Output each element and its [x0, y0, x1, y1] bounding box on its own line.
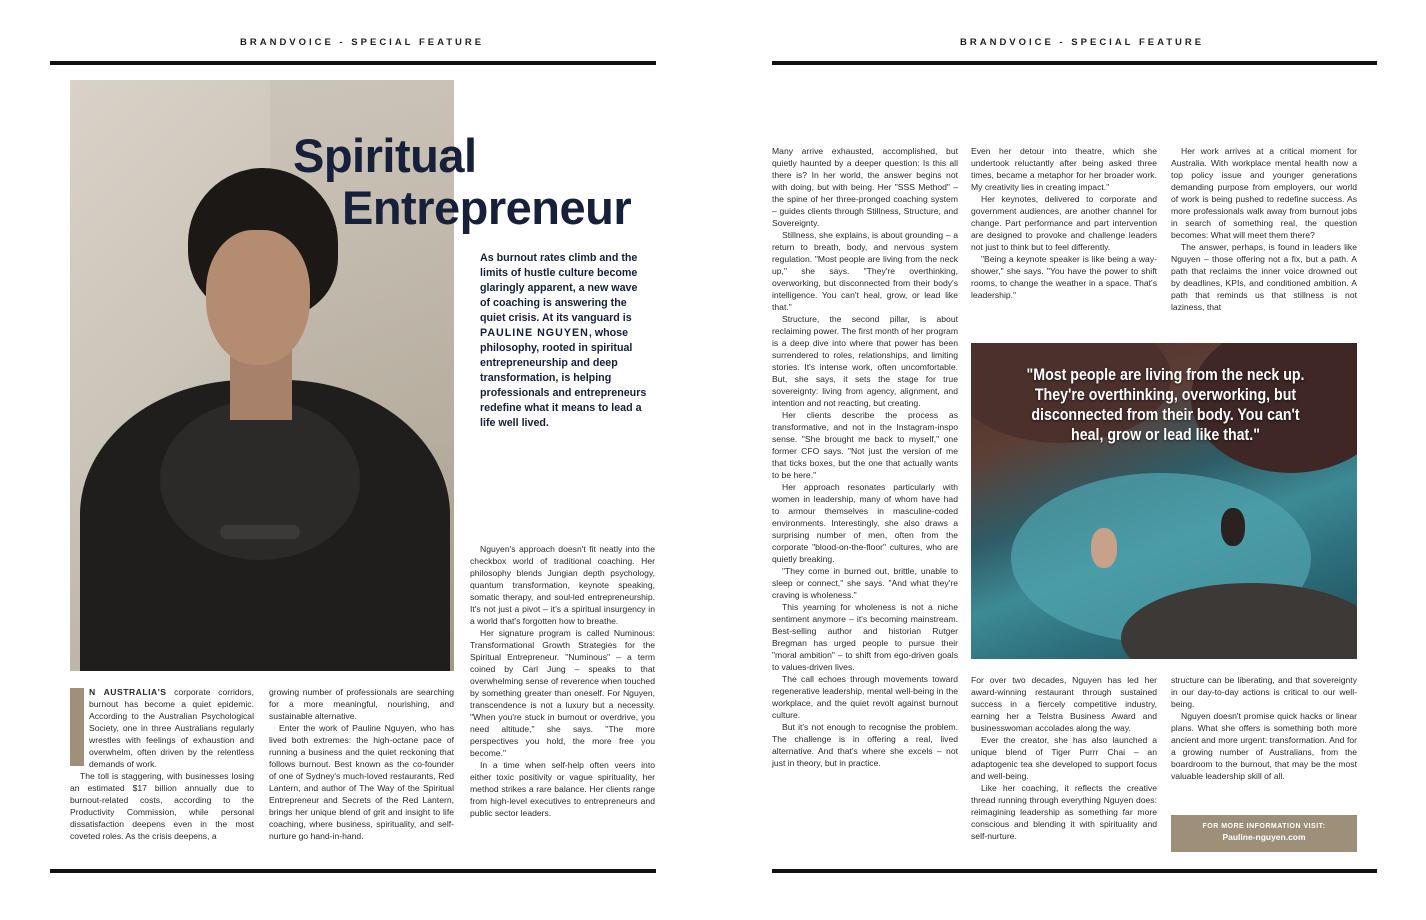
paragraph: The call echoes through movements toward regenerative leadership, mental well-being in the workplace, and the quiet revolt against burnout culture.: [772, 674, 958, 720]
body-column-3-bottom: [1171, 674, 1357, 782]
standfirst-text: As burnout rates climb and the limits of hustle culture become glaringly apparent, a new wave of coaching is answering the quiet crisis. At its vanguard is: [480, 252, 638, 324]
right-page: [713, 0, 1426, 920]
paragraph: In a time when self-help often veers into either toxic positivity or vague spirituality, her method strikes a rare balance. Her clients range from high-level executives to entrepreneurs and public sector leaders.: [470, 760, 655, 818]
section-kicker: BRANDVOICE - SPECIAL FEATURE: [960, 37, 1205, 48]
paragraph: Many arrive exhausted, accomplished, but quietly haunted by a deeper question: Is this all there is? In her world, the answer begins not with doing, but with being. Her "SSS Method" – the spine of her three-pronged coaching system – guides clients through Stillness, Structure, and Sovereignty.: [772, 146, 958, 228]
lead-in-caps: N AUSTRALIA'S: [89, 687, 167, 697]
bottom-rule: [50, 869, 656, 873]
body-column-2-top: [971, 145, 1157, 301]
standfirst: [480, 251, 650, 431]
paragraph: corporate corridors, burnout has become a quiet epidemic. According to the Australian Psychological Society, one in three Australians regularly wrestles with feelings of exhaustion and overwhelm, often driven by the relentless demands of work.: [89, 687, 254, 769]
top-rule: [772, 61, 1377, 65]
headline-line-2: Entrepreneur: [342, 181, 632, 234]
body-column-1: [772, 145, 958, 769]
paragraph: growing number of professionals are searching for a more meaningful, nourishing, and sustainable alternative.: [269, 687, 454, 721]
body-column-3-top: [1171, 145, 1357, 313]
paragraph: Her clients describe the process as transformative, and not in the Instagram-inspo sense. "She brought me back to myself," one former CFO says. "Not just the version of me that ticks boxes, but the one that actually wants to be here.": [772, 410, 958, 480]
top-rule: [50, 61, 656, 65]
paragraph: The toll is staggering, with businesses losing an estimated $17 billion annually due to burnout-related costs, according to the Productivity Commission, while personal dissatisfaction deepens even in the most coveted roles. As the crisis deepens, a: [70, 771, 254, 841]
paragraph: Nguyen doesn't promise quick hacks or linear plans. What she offers is something both more ancient and more urgent: transformation. And for a growing number of Australians, from the boardroom to the burnout, that may be the most valuable leadership skill of all.: [1171, 711, 1357, 781]
paragraph: Like her coaching, it reflects the creative thread running through everything Nguyen does: reimagining leadership as something far more conscious and blending it with spirituality and self-nurture.: [971, 783, 1157, 841]
paragraph: Ever the creator, she has also launched a unique blend of Tiger Purrr Chai – an adaptogenic tea she developed to support focus and well-being.: [971, 735, 1157, 781]
bottom-rule: [772, 869, 1377, 873]
paragraph: structure can be liberating, and that sovereignty in our day-to-day actions is critical to our well-being.: [1171, 675, 1357, 709]
more-info-label: FOR MORE INFORMATION VISIT:: [1202, 823, 1326, 830]
paragraph: Her keynotes, delivered to corporate and government audiences, are another channel for change. Part performance and part intervention are designed to provoke and challenge leaders not just to think but to feel differently.: [971, 194, 1157, 252]
paragraph: This yearning for wholeness is not a niche sentiment anymore – it's becoming mainstream. Best-selling author and historian Rutger Bregman has urged people to pursue their "moral ambition" – to shift from ego-driven goals to values-driven lives.: [772, 602, 958, 672]
paragraph: Her approach resonates particularly with women in leadership, many of whom have had to armour themselves in masculine-coded environments. Interestingly, she also draws a surprising number of men, often from the corporate "blood-on-the-floor" cultures, who are quietly breaking.: [772, 482, 958, 564]
more-info-box: [1171, 815, 1357, 852]
paragraph: For over two decades, Nguyen has led her award-winning restaurant through sustained success in a fiercely competitive industry, earning her a Telstra Business Award and businesswoman accolades along the way.: [971, 675, 1157, 733]
headline-line-1: Spiritual: [293, 129, 477, 182]
paragraph: Stillness, she explains, is about grounding – a return to breath, body, and nervous system regulation. "Most people are living from the neck up," she says. "They're overthinking, overworking, but disconnected from their body's intelligence. You can't heal, grow, or lead like that.": [772, 230, 958, 312]
paragraph: Nguyen's approach doesn't fit neatly into the checkbox world of traditional coaching. Her philosophy blends Jungian depth psychology, quantum transformation, keynote speaking, somatic therapy, and soul-led entrepreneurship. It's not just a pivot – it's a spiritual insurgency in a world that's forgotten how to breathe.: [470, 544, 655, 626]
standfirst-name: PAULINE NGUYEN: [480, 327, 589, 339]
pull-quote: "Most people are living from the neck up. They're overthinking, overworking, but disconnected from their body. You can't heal, grow or lead like that.": [1026, 366, 1305, 444]
paragraph: The answer, perhaps, is found in leaders like Nguyen – those offering not a fix, but a path. A path that reclaims the inner voice drowned out by deadlines, KPIs, and conditioned ambition. A path that reminds us that stillness is not laziness, that: [1171, 242, 1357, 312]
paragraph: Even her detour into theatre, which she undertook reluctantly after being asked three times, became a metaphor for her broader work. My creativity lies in creating impact.": [971, 146, 1157, 192]
paragraph: "Being a keynote speaker is like being a way-shower," she says. "You have the power to shift rooms, to change the weather in a space. That's leadership.": [971, 254, 1157, 300]
paragraph: "They come in burned out, brittle, unable to sleep or connect," she says. "And what they're craving is wholeness.": [772, 566, 958, 600]
standfirst-text: , whose philosophy, rooted in spiritual entrepreneurship and deep transformation, is helping professionals and entrepreneurs redefine what it means to lead a life well lived.: [480, 327, 647, 429]
rock-pool-photo: [971, 343, 1357, 659]
paragraph: Her signature program is called Numinous: Transformational Growth Strategies for the Spiritual Entrepreneur. "Numinous" – a term coined by Carl Jung – speaks to that overwhelming sense of reverence when touched by something greater than oneself. For Nguyen, transcendence is not a luxury but a necessity. "When you're stuck in burnout or overdrive, you need altitude," she says. "The more perspectives you hold, the more free you become.": [470, 628, 655, 758]
paragraph: But it's not enough to recognise the problem. The challenge is in offering a real, lived alternative. And that's where she excels – not just in theory, but in practice.: [772, 722, 958, 768]
drop-cap: [70, 688, 84, 766]
body-column-2-bottom: [971, 674, 1157, 842]
paragraph: Her work arrives at a critical moment for Australia. With workplace mental health now a top policy issue and younger generations demanding purpose from employers, our world of work is being pushed to redefine success. As more professionals walk away from burnout jobs in search of something real, the question becomes: What will meet them there?: [1171, 146, 1357, 240]
body-column-3: [470, 543, 655, 819]
paragraph: Enter the work of Pauline Nguyen, who has lived both extremes: the high-octane pace of running a business and the quiet reckoning that follows burnout. Best known as the co-founder of one of Sydney's much-loved restaurants, Red Lantern, and author of The Way of the Spiritual Entrepreneur and Secrets of the Red Lantern, brings her unique blend of grit and insight to life coaching, where business, spirituality, and self-nurture go hand-in-hand.: [269, 723, 454, 841]
body-column-1: [70, 686, 254, 842]
section-kicker: BRANDVOICE - SPECIAL FEATURE: [240, 37, 485, 48]
body-column-2: [269, 686, 454, 842]
website-link[interactable]: Pauline-nguyen.com: [1222, 832, 1306, 842]
paragraph: Structure, the second pillar, is about reclaiming power. The first month of her program is a deep dive into where that power has been surrendered to roles, relationships, and limiting stories. It's intense work, often uncomfortable. But, she says, it sets the stage for true sovereignty: living from agency, alignment, and intention and not reacting, but creating.: [772, 314, 958, 408]
